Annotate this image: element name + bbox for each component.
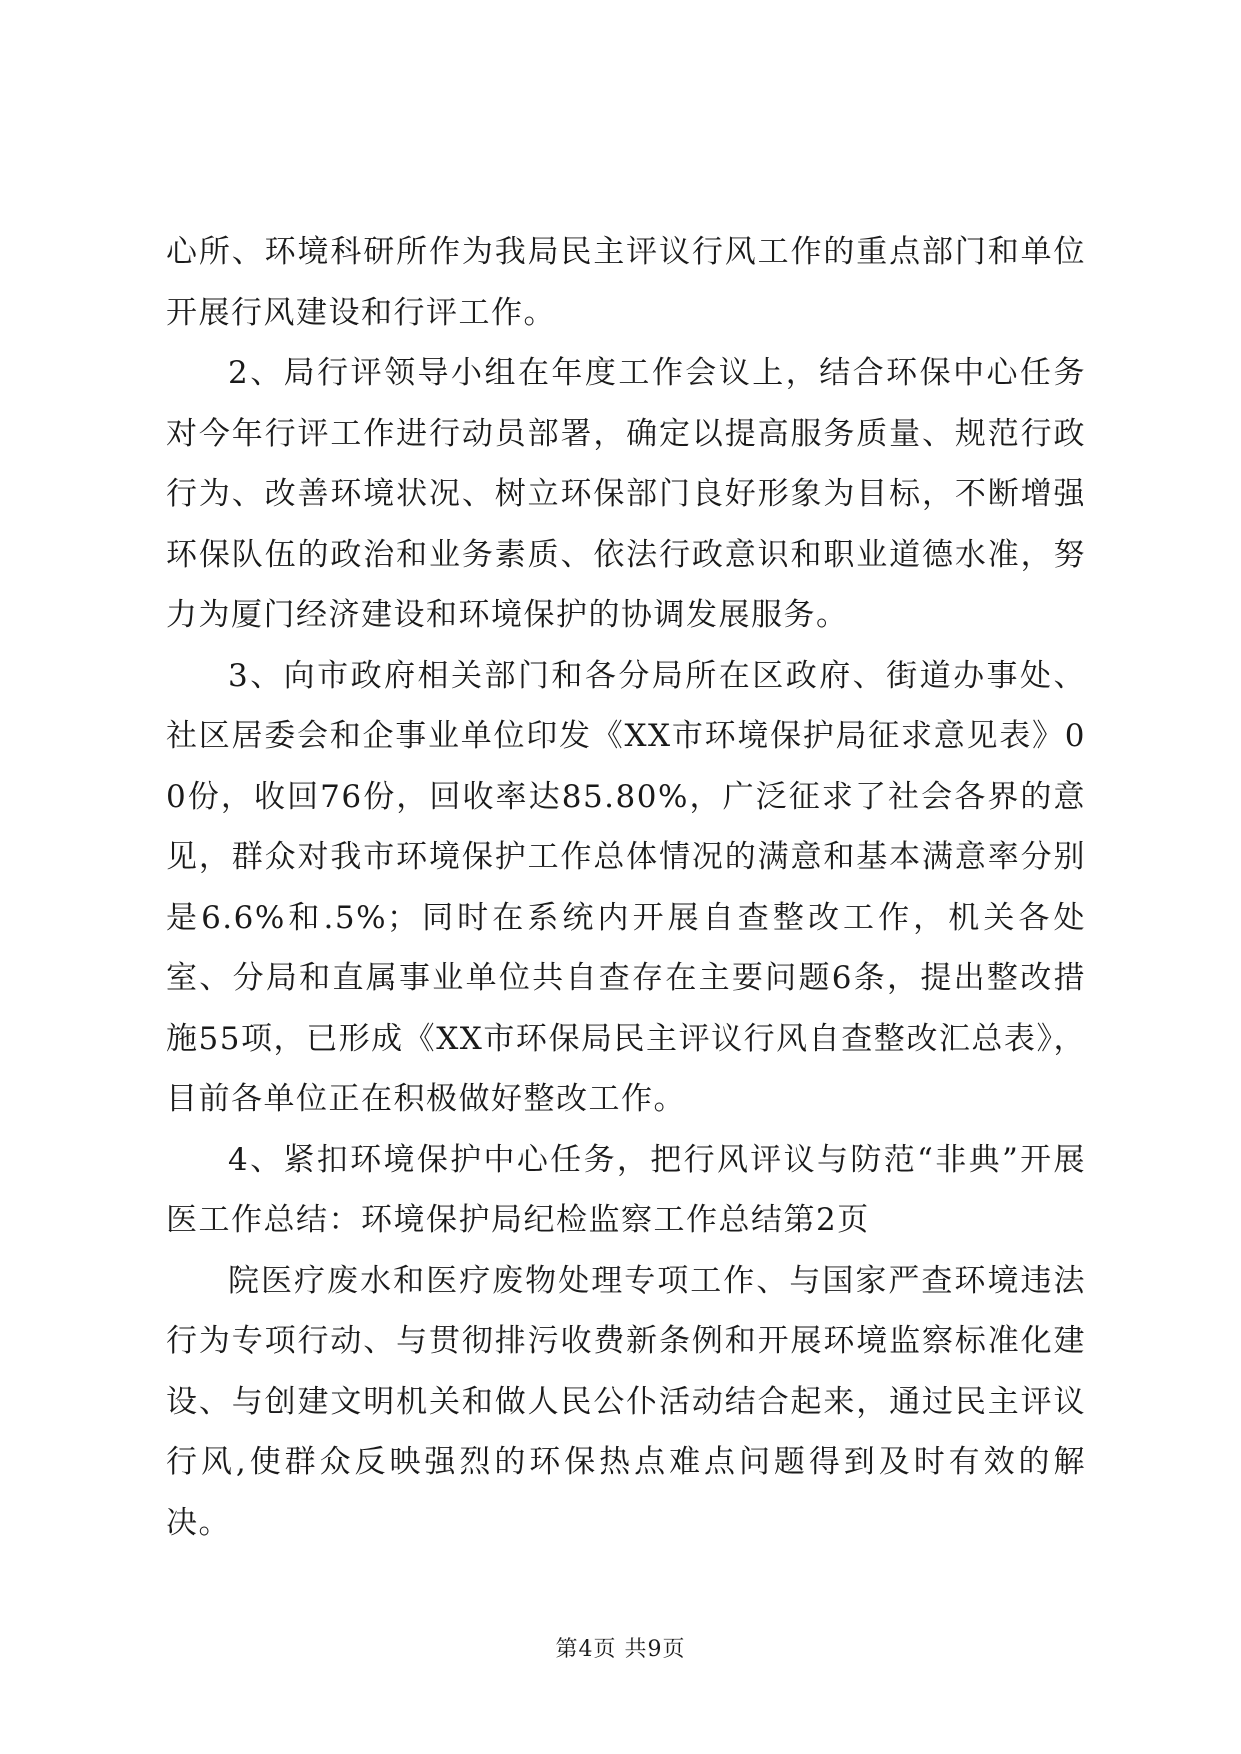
paragraph-3: 3、向市政府相关部门和各分局所在区政府、街道办事处、社区居委会和企事业单位印发《XX市环境保护局征求意见表》00份，收回76份，回收率达85.80%，广泛征求了社会各界的意见，群众对我市环境保护工作总体情况的满意和基本满意率分别是6.6%和.5%；同时在系统内开展自查整改工作，机关各处室、分局和直属事业单位共自查存在主要问题6条，提出整改措施55项，已形成《XX市环保局民主评议行风自查整改汇总表》，目前各单位正在积极做好整改工作。	[166, 657, 1086, 1117]
paragraph-1: 心所、环境科研所作为我局民主评议行风工作的重点部门和单位开展行风建设和行评工作。	[166, 234, 1086, 331]
paragraph-5: 院医疗废水和医疗废物处理专项工作、与国家严查环境违法行为专项行动、与贯彻排污收费新条例和开展环境监察标准化建设、与创建文明机关和做人民公仆活动结合起来，通过民主评议行风,使群众反映强烈的环保热点难点问题得到及时有效的解决。	[166, 1262, 1086, 1541]
document-body	[166, 222, 1086, 1553]
paragraph-2: 2、局行评领导小组在年度工作会议上，结合环保中心任务对今年行评工作进行动员部署，确定以提高服务质量、规范行政行为、改善环境状况、树立环保部门良好形象为目标，不断增强环保队伍的政治和业务素质、依法行政意识和职业道德水准，努力为厦门经济建设和环境保护的协调发展服务。	[166, 355, 1086, 633]
paragraph-4: 4、紧扣环境保护中心任务，把行风评议与防范“非典”开展医工作总结：环境保护局纪检监察工作总结第2页	[166, 1141, 1086, 1238]
page-number-footer: 第4页 共9页	[555, 1637, 686, 1662]
